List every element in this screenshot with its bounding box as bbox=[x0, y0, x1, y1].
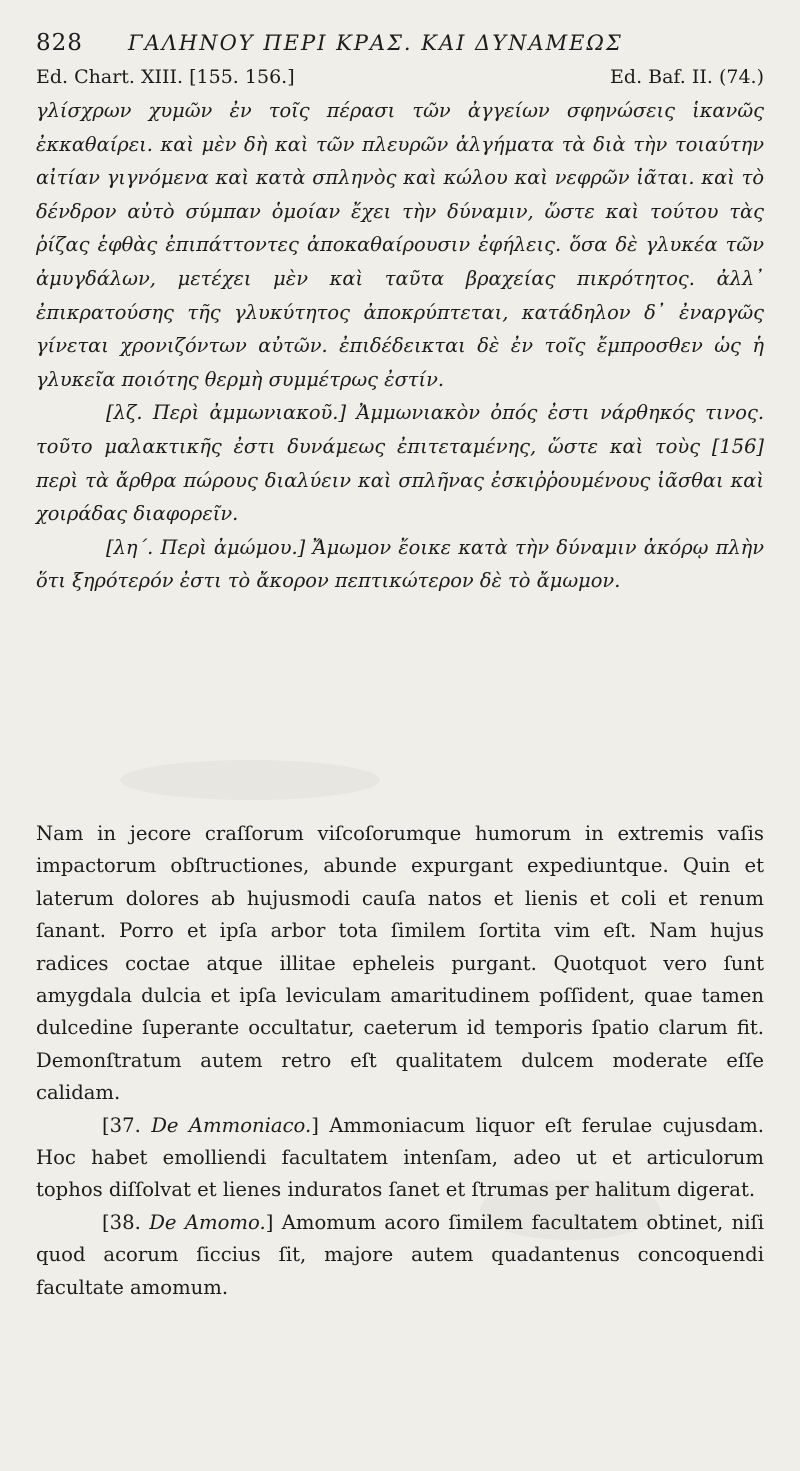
latin-section-text: Ammoniacum liquor eſt ferulae cujusdam. Hoc habet emolliendi facultatem intenſam, adeo ut et articulorum tophos diſſolvat et lienes induratos ſanet et ſtrumas per halitum digerat. bbox=[36, 1113, 764, 1202]
page-header bbox=[36, 30, 764, 60]
latin-section-text: Amomum acoro ſimilem facultatem obtinet, niſi quod acorum ſiccius ſit, majore autem quadantenus concoquendi facultate amomum. bbox=[36, 1210, 764, 1299]
running-title: ΓΑΛΗΝΟΥ ΠΕΡΙ ΚΡΑΣ. ΚΑΙ ΔΥΝΑΜΕΩΣ bbox=[128, 31, 623, 55]
edition-right: Ed. Baf. II. (74.) bbox=[610, 66, 764, 88]
latin-bracket-close: ] bbox=[311, 1113, 319, 1137]
latin-text bbox=[36, 818, 764, 1304]
greek-text bbox=[36, 94, 764, 598]
latin-paragraph-ammoniacum bbox=[36, 1110, 764, 1207]
greek-paragraph: γλίσχρων χυμῶν ἐν τοῖς πέρασι τῶν ἀγγείων σφηνώσεις ἱκανῶς ἐκκαθαίρει. καὶ μὲν δὴ καὶ τῶν πλευρῶν ἀλγήματα τὰ διὰ τὴν τοιαύτην αἰτίαν γιγνόμενα καὶ κατὰ σπληνὸς καὶ κώλου καὶ νεφρῶν ἰᾶται. καὶ τὸ δένδρον αὐτὸ σύμπαν ὁμοίαν ἔχει τὴν δύναμιν, ὥστε καὶ τούτου τὰς ῥίζας ἑφθὰς ἐπιπάττοντες ἀποκαθαίρουσιν ἐφήλεις. ὅσα δὲ γλυκέα τῶν ἀμυγδάλων, μετέχει μὲν καὶ ταῦτα βραχείας πικρότητος. ἀλλ᾽ ἐπικρατούσης τῆς γλυκύτητος ἀποκρύπτεται, κατάδηλον δ᾽ ἐναργῶς γίνεται χρονιζόντων αὐτῶν. ἐπιδέδεικται δὲ ἐν τοῖς ἔμπροσθεν ὡς ἡ γλυκεῖα ποιότης θερμὴ συμμέτρως ἐστίν. bbox=[36, 99, 764, 391]
latin-section-number: [37. bbox=[102, 1113, 141, 1137]
greek-section-heading: [λη΄. Περὶ ἀμώμου.] bbox=[106, 535, 306, 559]
latin-paragraph: Nam in jecore craſſorum viſcoſorumque humorum in extremis vaſis impactorum obſtructiones, abunde expurgant expediuntque. Quin et laterum dolores ab hujusmodi cauſa natos et lienis et coli et renum ſanant. Porro et ipſa arbor tota ſimilem ſortita vim eſt. Nam hujus radices coctae atque illitae epheleis purgant. Quotquot vero ſunt amygdala dulcia et ipſa leviculam amaritudinem poſſident, quae tamen dulcedine ſuperante occultatur, caeterum id temporis ſpatio clarum fit. Demonſtratum autem retro eſt qualitatem dulcem moderate eſſe calidam. bbox=[36, 822, 764, 1105]
latin-bracket-close: ] bbox=[265, 1210, 274, 1234]
greek-section-text: Ἄμωμον ἔοικε κατὰ τὴν δύναμιν ἀκόρῳ πλὴν ὅτι ξηρότερόν ἐστι τὸ ἄκορον πεπτικώτερον δὲ τὸ ἄμωμον. bbox=[36, 535, 765, 593]
latin-paragraph-amomum bbox=[36, 1207, 764, 1304]
greek-section-text: Ἀμμωνιακὸν ὀπός ἐστι νάρθηκός τινος. τοῦτο μαλακτικῆς ἐστι δυνάμεως ἐπιτεταμένης, ὥστε καὶ τοὺς [156] περὶ τὰ ἄρθρα πώρους διαλύειν καὶ σπλῆνας ἐσκιῤῥουμένους ἰᾶσθαι καὶ χοιράδας διαφορεῖν. bbox=[36, 401, 764, 526]
edition-left: Ed. Chart. XIII. [155. 156.] bbox=[36, 66, 295, 88]
greek-paragraph-amomum bbox=[36, 531, 764, 598]
latin-section-number: [38. bbox=[102, 1210, 141, 1234]
page-number: 828 bbox=[36, 30, 83, 56]
greek-paragraph-ammoniacum bbox=[36, 396, 764, 530]
latin-section-heading: De Amomo. bbox=[149, 1210, 266, 1234]
paper-stain bbox=[120, 760, 380, 800]
edition-line bbox=[36, 66, 764, 94]
latin-section-heading: De Ammoniaco. bbox=[151, 1113, 312, 1137]
greek-section-heading: [λζ. Περὶ ἀμμωνιακοῦ.] bbox=[106, 401, 347, 425]
